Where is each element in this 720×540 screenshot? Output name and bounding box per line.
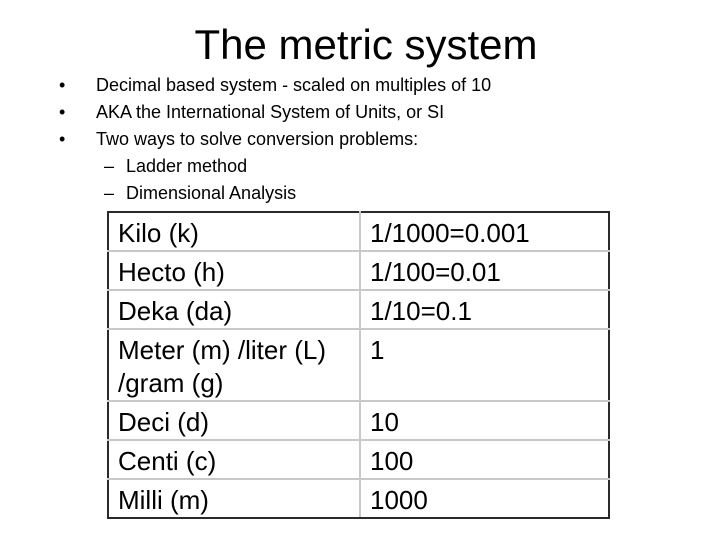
- table-row: [108, 440, 609, 479]
- bullet-text: Two ways to solve conversion problems:: [96, 129, 419, 149]
- table-row: [108, 290, 609, 329]
- bullet-item: [58, 72, 491, 99]
- table-row: [108, 212, 609, 251]
- table-row: [108, 479, 609, 518]
- value-cell: 1: [360, 329, 609, 401]
- bullet-text: Decimal based system - scaled on multiples of 10: [96, 75, 492, 95]
- prefix-cell: Deci (d): [108, 401, 360, 440]
- bullet-marker: •: [59, 129, 66, 149]
- sub-bullet-list: [96, 153, 491, 207]
- value-cell: 1/1000=0.001: [360, 212, 609, 251]
- table-row: [108, 251, 609, 290]
- bullet-item: [58, 126, 491, 207]
- sub-bullet-item: [96, 180, 491, 207]
- value-cell: 1000: [360, 479, 609, 518]
- table-row: [108, 401, 609, 440]
- metric-prefix-table: [107, 211, 610, 519]
- prefix-cell: Meter (m) /liter (L) /gram (g): [108, 329, 360, 401]
- table-row: [108, 329, 609, 401]
- sub-bullet-text: Ladder method: [126, 156, 248, 176]
- value-cell: 1/100=0.01: [360, 251, 609, 290]
- sub-bullet-marker: –: [104, 183, 115, 203]
- bullet-item: [58, 99, 491, 126]
- prefix-cell: Deka (da): [108, 290, 360, 329]
- value-cell: 100: [360, 440, 609, 479]
- sub-bullet-item: [96, 153, 491, 180]
- slide-title: The metric system: [194, 21, 538, 68]
- bullet-list: [58, 72, 491, 207]
- prefix-cell: Milli (m): [108, 479, 360, 518]
- sub-bullet-marker: –: [104, 156, 115, 176]
- prefix-cell: Kilo (k): [108, 212, 360, 251]
- value-cell: 1/10=0.1: [360, 290, 609, 329]
- prefix-cell: Centi (c): [108, 440, 360, 479]
- value-cell: 10: [360, 401, 609, 440]
- sub-bullet-text: Dimensional Analysis: [126, 183, 297, 203]
- prefix-cell: Hecto (h): [108, 251, 360, 290]
- bullet-marker: •: [59, 102, 66, 122]
- bullet-text: AKA the International System of Units, or SI: [96, 102, 445, 122]
- bullet-marker: •: [59, 75, 66, 95]
